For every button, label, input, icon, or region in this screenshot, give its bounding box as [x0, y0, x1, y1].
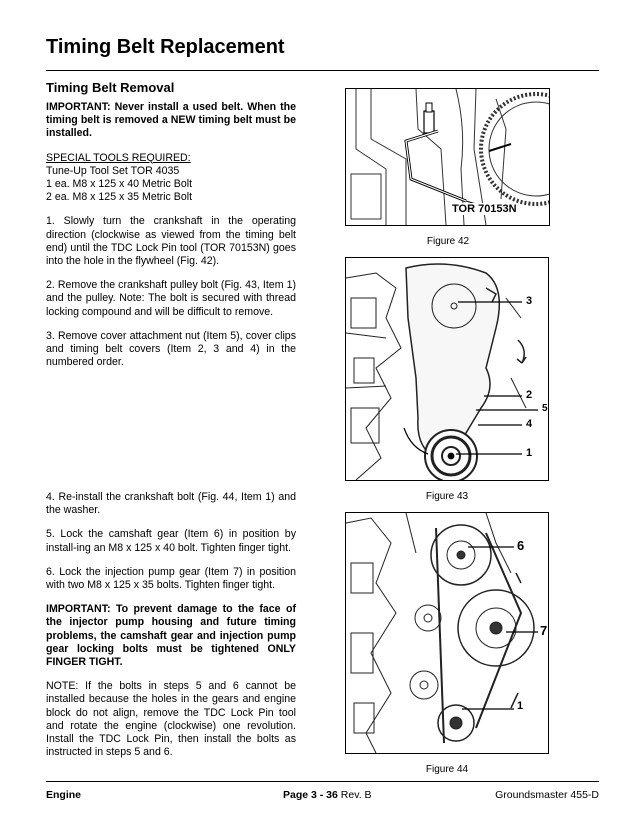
step-1: 1. Slowly turn the crankshaft in the operating direction (clockwise as viewed from the timing belt end) until the TDC Lock Pin tool (TOR 70153N) goes into the hole in the flywheel (Fig. 42).	[46, 215, 296, 268]
figure-42-image	[345, 88, 550, 226]
step-2: 2. Remove the crankshaft pulley bolt (Fig. 43, Item 1) and the pulley. Note: The bolt is secured with thread locking compound and will be difficult to remove.	[46, 279, 296, 318]
title-rule	[46, 70, 599, 71]
callout-7: 7	[540, 623, 548, 638]
figure-44-caption: Figure 44	[425, 764, 469, 775]
page-title: Timing Belt Replacement	[46, 36, 285, 58]
step-6: 6. Lock the injection pump gear (Item 7) in position with two M8 x 125 x 35 bolts. Tighten finger tight.	[46, 565, 296, 592]
figure-43-caption: Figure 43	[425, 491, 469, 502]
footer-page	[283, 789, 372, 801]
tool-item: 2 ea. M8 x 125 x 35 Metric Bolt	[46, 191, 193, 204]
tool-callout: TOR 70153N	[452, 203, 517, 215]
callout-1: 1	[526, 447, 533, 459]
timing-cover-drawing	[346, 258, 548, 480]
footer-page-number: Page 3 - 36	[283, 789, 338, 801]
important-note: IMPORTANT: Never install a used belt. When the timing belt is removed a NEW timing belt must be installed.	[46, 101, 296, 140]
tool-item: 1 ea. M8 x 125 x 40 Metric Bolt	[46, 178, 193, 191]
tools-heading: SPECIAL TOOLS REQUIRED:	[46, 151, 191, 164]
important-note-2: IMPORTANT: To prevent damage to the face of the injector pump housing and future timing problems, the camshaft gear and injection pump gear locking bolts must be tightened ONLY FINGER TIGHT.	[46, 603, 296, 669]
step-3: 3. Remove cover attachment nut (Item 5), cover clips and timing belt covers (Item 2, 3 and 4) in the numbered order.	[46, 329, 296, 369]
callout-6: 6	[517, 538, 525, 553]
callout-3: 3	[526, 295, 533, 307]
figure-42-caption: Figure 42	[426, 236, 470, 247]
install-instructions	[46, 491, 296, 759]
callout-2: 2	[526, 389, 533, 401]
step-4: 4. Re-install the crankshaft bolt (Fig. 44, Item 1) and the washer.	[46, 491, 296, 517]
footer-section: Engine	[46, 789, 82, 801]
bolt-note: NOTE: If the bolts in steps 5 and 6 cannot be installed because the holes in the gears and engine block do not align, remove the TDC Lock Pin tool and rotate the engine (clockwise) one revolution. Install the TDC Lock Pin, then install the bolts as instructed in steps 5 and 6.	[46, 680, 296, 759]
footer-rule	[46, 781, 599, 782]
callout-1: 1	[517, 700, 524, 712]
callout-4: 4	[526, 418, 533, 430]
removal-instructions	[46, 101, 296, 369]
section-subtitle: Timing Belt Removal	[46, 80, 175, 95]
figure-43-image	[345, 257, 549, 481]
step-5: 5. Lock the camshaft gear (Item 6) in position by install-ing an M8 x 125 x 40 bolt. Tighten finger tight.	[46, 528, 296, 554]
tool-item: Tune-Up Tool Set TOR 4035	[46, 164, 180, 177]
footer-revision: Rev. B	[340, 789, 372, 801]
callout-5: 5	[542, 403, 548, 414]
figure-44-image	[345, 512, 549, 754]
footer-product: Groundsmaster 455-D	[495, 789, 599, 801]
